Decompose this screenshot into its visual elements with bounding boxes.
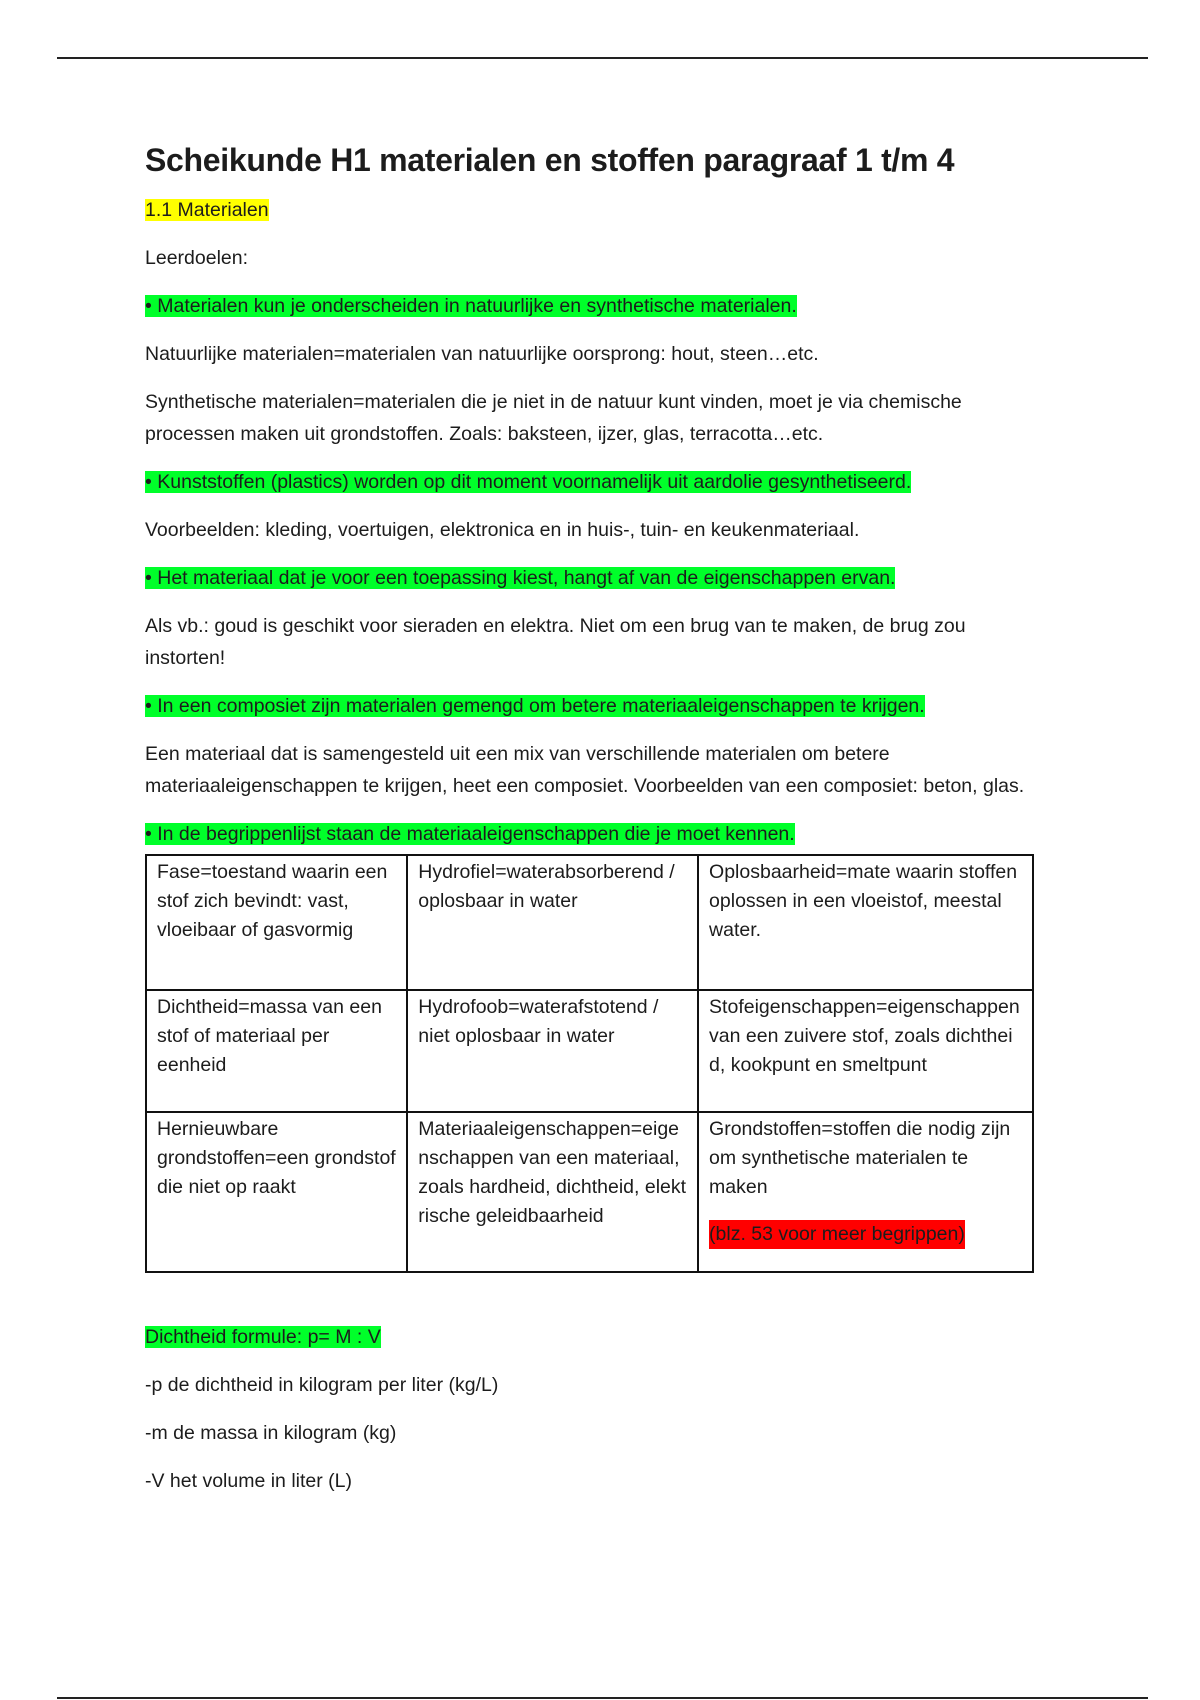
table-cell bbox=[698, 1112, 1033, 1272]
density-formula: Dichtheid formule: p= M : V bbox=[145, 1326, 381, 1348]
paragraph-goud: Als vb.: goud is geschikt voor sieraden en elektra. Niet om een brug van te maken, de brug zou instorten! bbox=[145, 615, 966, 669]
table-row bbox=[146, 855, 1033, 990]
bottom-rule bbox=[57, 1697, 1148, 1699]
definition-v: -V het volume in liter (L) bbox=[145, 1470, 352, 1492]
definitions-table bbox=[145, 854, 1034, 1273]
definition-p: -p de dichtheid in kilogram per liter (kg/L) bbox=[145, 1374, 499, 1396]
table-row bbox=[146, 1112, 1033, 1272]
paragraph-composiet: Een materiaal dat is samengesteld uit een mix van verschillende materialen om betere materiaaleigenschappen te krijgen, heet een composiet. Voorbeelden van een composiet: beton, glas. bbox=[145, 743, 1025, 797]
definition-m: -m de massa in kilogram (kg) bbox=[145, 1422, 397, 1444]
learning-goal-5: • In de begrippenlijst staan de materiaaleigenschappen die je moet kennen. bbox=[145, 823, 795, 845]
paragraph-natuurlijke: Natuurlijke materialen=materialen van natuurlijke oorsprong: hout, steen…etc. bbox=[145, 343, 819, 365]
leerdoelen-label: Leerdoelen: bbox=[145, 247, 249, 269]
table-row bbox=[146, 990, 1033, 1112]
table-note: (blz. 53 voor meer begrippen) bbox=[709, 1220, 965, 1249]
table-cell: Hydrofiel=waterabsorberend / oplosbaar in water bbox=[407, 855, 698, 990]
table-cell: Materiaaleigenschappen=eigenschappen van een materiaal, zoals hardheid, dichtheid, elektrische geleidbaarheid bbox=[407, 1112, 698, 1272]
section-heading: 1.1 Materialen bbox=[145, 199, 269, 221]
table-cell: Stofeigenschappen=eigenschappen van een zuivere stof, zoals dichtheid, kookpunt en smeltpunt bbox=[698, 990, 1033, 1112]
table-cell: Oplosbaarheid=mate waarin stoffen oplossen in een vloeistof, meestal water. bbox=[698, 855, 1033, 990]
table-cell: Hernieuwbare grondstoffen=een grondstof die niet op raakt bbox=[146, 1112, 407, 1272]
learning-goal-1: • Materialen kun je onderscheiden in natuurlijke en synthetische materialen. bbox=[145, 295, 797, 317]
table-cell: Fase=toestand waarin een stof zich bevindt: vast, vloeibaar of gasvormig bbox=[146, 855, 407, 990]
learning-goal-3: • Het materiaal dat je voor een toepassing kiest, hangt af van de eigenschappen ervan. bbox=[145, 567, 896, 589]
table-cell-text: Grondstoffen=stoffen die nodig zijn om synthetische materialen te maken bbox=[709, 1118, 1011, 1198]
learning-goal-4: • In een composiet zijn materialen gemengd om betere materiaaleigenschappen te krijgen. bbox=[145, 695, 925, 717]
paragraph-voorbeelden: Voorbeelden: kleding, voertuigen, elektronica en in huis-, tuin- en keukenmateriaal. bbox=[145, 519, 860, 541]
document-body bbox=[145, 140, 1045, 1513]
page-title: Scheikunde H1 materialen en stoffen paragraaf 1 t/m 4 bbox=[145, 142, 955, 178]
table-cell: Dichtheid=massa van een stof of materiaal per eenheid bbox=[146, 990, 407, 1112]
learning-goal-2: • Kunststoffen (plastics) worden op dit moment voornamelijk uit aardolie gesynthetiseerd. bbox=[145, 471, 912, 493]
top-rule bbox=[57, 57, 1148, 59]
table-cell: Hydrofoob=waterafstotend / niet oplosbaar in water bbox=[407, 990, 698, 1112]
paragraph-synthetische: Synthetische materialen=materialen die je niet in de natuur kunt vinden, moet je via chemische processen maken uit grondstoffen. Zoals: baksteen, ijzer, glas, terracotta…etc. bbox=[145, 391, 962, 445]
